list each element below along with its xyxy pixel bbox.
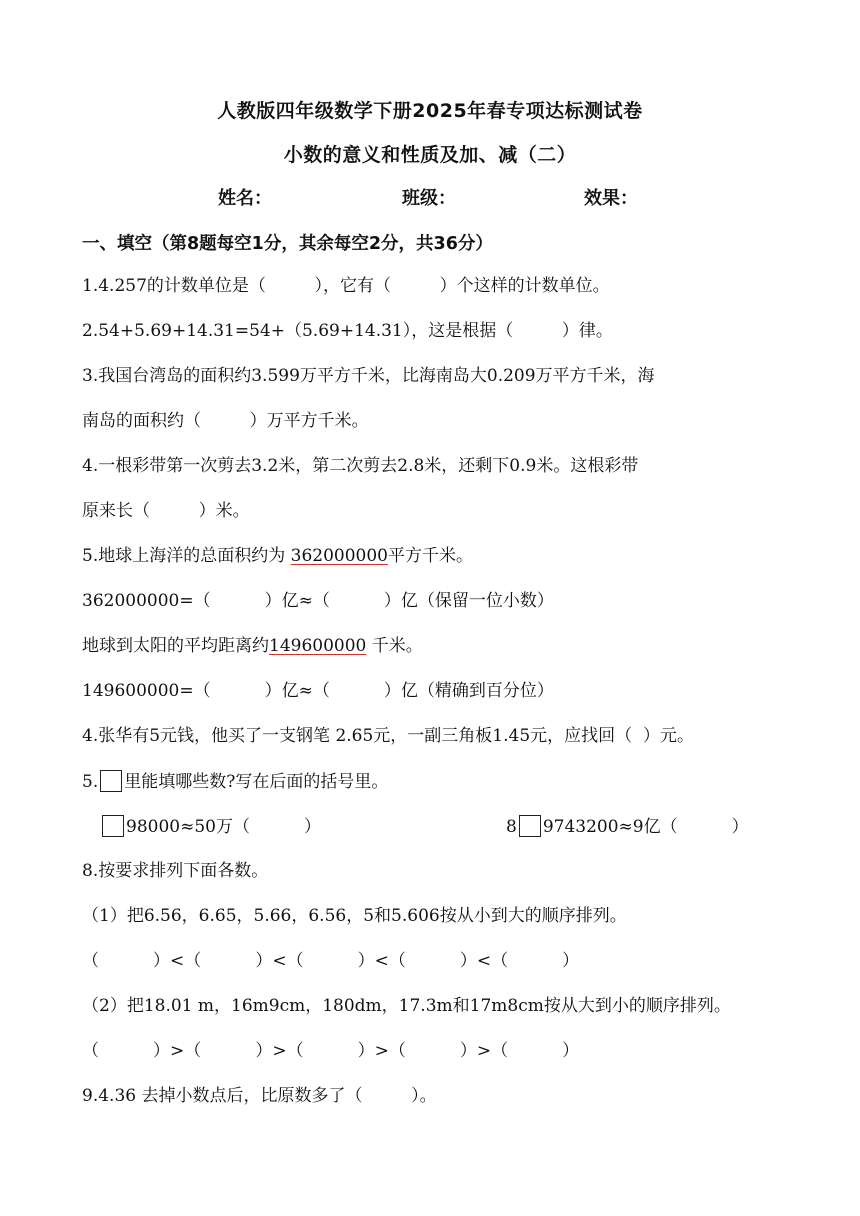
blank-box[interactable] (100, 770, 122, 792)
question-7-item-1 (100, 815, 321, 838)
question-5-intro-unit: 平方千米。 (387, 546, 473, 566)
class-label: 班级： (402, 188, 456, 209)
question-9: 9.4.36 去掉小数点后，比原数多了（ ）。 (82, 1086, 437, 1106)
question-8-part-2-blanks: （ ）>（ ）>（ ）>（ ）>（ ） (82, 1041, 580, 1061)
question-8-part-1: （1）把6.56，6.65，5.66，6.56，5和5.606按从小到大的顺序排列。 (82, 906, 627, 926)
question-7-item-2-prefix: 8 (506, 817, 517, 837)
question-6: 4.张华有5元钱，他买了一支钢笔 2.65元，一副三角板1.45元，应找回（ ）元。 (82, 726, 694, 746)
question-4-line2: 原来长（ ）米。 (82, 501, 250, 521)
question-7-text: 里能填哪些数?写在后面的括号里。 (124, 772, 389, 792)
question-8-part-2: （2）把18.01 m，16m9cm，180dm，17.3m和17m8cm按从大到小的顺序排列。 (82, 996, 731, 1016)
blank-box[interactable] (519, 815, 541, 837)
question-3-line2: 南岛的面积约（ ）万平方千米。 (82, 411, 369, 431)
question-7-intro (82, 770, 388, 793)
question-5-distance-unit: 千米。 (366, 636, 423, 656)
question-5-intro (82, 545, 473, 567)
question-2: 2.54+5.69+14.31=54+（5.69+14.31），这是根据（ ）律。 (82, 321, 613, 341)
question-5-intro-text: 5.地球上海洋的总面积约为 (82, 546, 291, 566)
question-3-line1: 3.我国台湾岛的面积约3.599万平方千米，比海南岛大0.209万平方千米，海 (82, 366, 655, 386)
question-7-prefix: 5. (82, 772, 99, 792)
name-label: 姓名： (218, 188, 272, 209)
question-8-part-1-blanks: （ ）<（ ）<（ ）<（ ）<（ ） (82, 951, 580, 971)
result-label: 效果： (584, 188, 638, 209)
page-title: 人教版四年级数学下册2025年春专项达标测试卷 (217, 100, 643, 122)
question-7-item-1-text: 98000≈50万（ ） (126, 817, 321, 837)
question-7-item-2 (506, 815, 749, 838)
sun-distance-number: 149600000 (269, 636, 367, 656)
ocean-area-number: 362000000 (290, 546, 388, 566)
question-5-convert-2: 149600000=（ ）亿≈（ ）亿（精确到百分位） (82, 681, 554, 701)
question-4-line1: 4.一根彩带第一次剪去3.2米，第二次剪去2.8米，还剩下0.9米。这根彩带 (82, 456, 639, 476)
blank-box[interactable] (102, 815, 124, 837)
question-5-convert-1: 362000000=（ ）亿≈（ ）亿（保留一位小数） (82, 591, 554, 611)
question-7-item-2-text: 9743200≈9亿（ ） (542, 817, 749, 837)
question-8-intro: 8.按要求排列下面各数。 (82, 861, 269, 881)
question-1: 1.4.257的计数单位是（ ），它有（ ）个这样的计数单位。 (82, 276, 610, 296)
question-5-distance (82, 635, 423, 657)
question-5-distance-text: 地球到太阳的平均距离约 (82, 636, 269, 656)
page-subtitle: 小数的意义和性质及加、减（二） (283, 144, 577, 166)
section-heading: 一、填空（第8题每空1分，其余每空2分，共36分） (82, 234, 493, 254)
